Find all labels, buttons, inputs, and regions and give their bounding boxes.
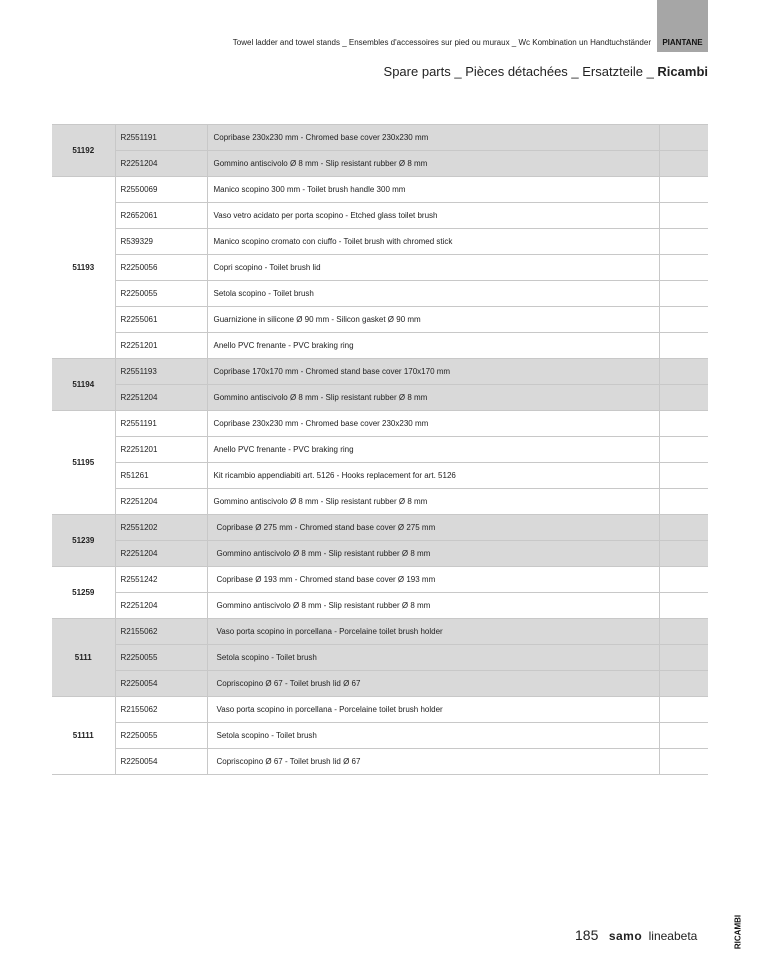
part-description: Manico scopino cromato con ciuffo - Toilet brush with chromed stick xyxy=(207,229,659,255)
part-reference: R2255061 xyxy=(115,307,207,333)
side-tag xyxy=(731,912,745,952)
table-row xyxy=(52,255,708,281)
empty-cell xyxy=(659,645,708,671)
part-description: Copriscopino Ø 67 - Toilet brush lid Ø 67 xyxy=(207,671,659,697)
article-code: 51195 xyxy=(52,411,115,515)
part-reference: R2250054 xyxy=(115,671,207,697)
part-reference: R2551191 xyxy=(115,125,207,151)
page-title-bold: Ricambi xyxy=(657,64,708,79)
table-row xyxy=(52,437,708,463)
part-description: Setola scopino - Toilet brush xyxy=(207,723,659,749)
part-description: Copri scopino - Toilet brush lid xyxy=(207,255,659,281)
empty-cell xyxy=(659,411,708,437)
table-row xyxy=(52,203,708,229)
table-row xyxy=(52,411,708,437)
empty-cell xyxy=(659,255,708,281)
part-description: Gommino antiscivolo Ø 8 mm - Slip resistant rubber Ø 8 mm xyxy=(207,541,659,567)
part-reference: R2250055 xyxy=(115,281,207,307)
table-row xyxy=(52,359,708,385)
part-description: Setola scopino - Toilet brush xyxy=(207,645,659,671)
part-reference: R2251204 xyxy=(115,489,207,515)
part-reference: R2250056 xyxy=(115,255,207,281)
table-row xyxy=(52,567,708,593)
page-title-prefix: Spare parts _ Pièces détachées _ Ersatzteile _ xyxy=(383,64,658,79)
part-reference: R2550069 xyxy=(115,177,207,203)
table-row xyxy=(52,229,708,255)
part-description: Gommino antiscivolo Ø 8 mm - Slip resistant rubber Ø 8 mm xyxy=(207,489,659,515)
page-title xyxy=(384,64,708,79)
part-description: Kit ricambio appendiabiti art. 5126 - Hooks replacement for art. 5126 xyxy=(207,463,659,489)
spare-parts-table-body xyxy=(52,125,708,775)
table-row xyxy=(52,723,708,749)
part-reference: R2250055 xyxy=(115,723,207,749)
brand-line: lineabeta xyxy=(648,929,698,943)
empty-cell xyxy=(659,151,708,177)
part-reference: R2155062 xyxy=(115,697,207,723)
empty-cell xyxy=(659,281,708,307)
table-row xyxy=(52,385,708,411)
table-row xyxy=(52,671,708,697)
article-code: 51259 xyxy=(52,567,115,619)
part-description: Copribase 170x170 mm - Chromed stand base cover 170x170 mm xyxy=(207,359,659,385)
table-row xyxy=(52,619,708,645)
part-reference: R2155062 xyxy=(115,619,207,645)
empty-cell xyxy=(659,229,708,255)
table-row xyxy=(52,645,708,671)
table-row xyxy=(52,697,708,723)
empty-cell xyxy=(659,515,708,541)
side-tag-label: RICAMBI xyxy=(733,914,743,950)
part-description: Copribase Ø 275 mm - Chromed stand base cover Ø 275 mm xyxy=(207,515,659,541)
part-description: Anello PVC frenante - PVC braking ring xyxy=(207,437,659,463)
article-code: 5111 xyxy=(52,619,115,697)
empty-cell xyxy=(659,489,708,515)
part-description: Anello PVC frenante - PVC braking ring xyxy=(207,333,659,359)
header-subtitle: Towel ladder and towel stands _ Ensembles d'accessoires sur pied ou muraux _ Wc Kombination un Handtuchständer xyxy=(232,38,651,47)
table-row xyxy=(52,593,708,619)
article-code: 51111 xyxy=(52,697,115,775)
part-reference: R2551202 xyxy=(115,515,207,541)
part-description: Copriscopino Ø 67 - Toilet brush lid Ø 67 xyxy=(207,749,659,775)
spare-parts-table xyxy=(52,124,708,775)
section-tab xyxy=(657,0,708,52)
part-reference: R2251204 xyxy=(115,151,207,177)
part-description: Gommino antiscivolo Ø 8 mm - Slip resistant rubber Ø 8 mm xyxy=(207,385,659,411)
table-row xyxy=(52,151,708,177)
part-description: Gommino antiscivolo Ø 8 mm - Slip resistant rubber Ø 8 mm xyxy=(207,151,659,177)
part-reference: R2652061 xyxy=(115,203,207,229)
empty-cell xyxy=(659,593,708,619)
empty-cell xyxy=(659,125,708,151)
part-description: Copribase 230x230 mm - Chromed base cover 230x230 mm xyxy=(207,125,659,151)
section-tab-label: PIANTANE xyxy=(662,38,703,47)
table-row xyxy=(52,541,708,567)
article-code: 51239 xyxy=(52,515,115,567)
part-description: Vaso vetro acidato per porta scopino - Etched glass toilet brush xyxy=(207,203,659,229)
empty-cell xyxy=(659,203,708,229)
table-row xyxy=(52,515,708,541)
part-description: Vaso porta scopino in porcellana - Porcelaine toilet brush holder xyxy=(207,619,659,645)
article-code: 51193 xyxy=(52,177,115,359)
table-row xyxy=(52,281,708,307)
part-reference: R2551191 xyxy=(115,411,207,437)
article-code: 51194 xyxy=(52,359,115,411)
page-number: 185 xyxy=(575,927,599,943)
empty-cell xyxy=(659,697,708,723)
part-reference: R51261 xyxy=(115,463,207,489)
part-description: Vaso porta scopino in porcellana - Porcelaine toilet brush holder xyxy=(207,697,659,723)
part-reference: R2551193 xyxy=(115,359,207,385)
empty-cell xyxy=(659,463,708,489)
empty-cell xyxy=(659,619,708,645)
part-reference: R2251201 xyxy=(115,437,207,463)
part-description: Guarnizione in silicone Ø 90 mm - Silicon gasket Ø 90 mm xyxy=(207,307,659,333)
part-description: Manico scopino 300 mm - Toilet brush handle 300 mm xyxy=(207,177,659,203)
table-row xyxy=(52,463,708,489)
empty-cell xyxy=(659,359,708,385)
part-reference: R2250054 xyxy=(115,749,207,775)
empty-cell xyxy=(659,437,708,463)
empty-cell xyxy=(659,307,708,333)
table-row xyxy=(52,307,708,333)
part-reference: R2251204 xyxy=(115,593,207,619)
empty-cell xyxy=(659,567,708,593)
part-reference: R2251204 xyxy=(115,541,207,567)
brand-logo: samo xyxy=(608,929,643,943)
part-description: Copribase Ø 193 mm - Chromed stand base cover Ø 193 mm xyxy=(207,567,659,593)
table-row xyxy=(52,749,708,775)
part-description: Setola scopino - Toilet brush xyxy=(207,281,659,307)
empty-cell xyxy=(659,749,708,775)
table-row xyxy=(52,333,708,359)
part-reference: R539329 xyxy=(115,229,207,255)
part-description: Gommino antiscivolo Ø 8 mm - Slip resistant rubber Ø 8 mm xyxy=(207,593,659,619)
empty-cell xyxy=(659,723,708,749)
footer xyxy=(575,927,697,945)
article-code: 51192 xyxy=(52,125,115,177)
empty-cell xyxy=(659,671,708,697)
empty-cell xyxy=(659,333,708,359)
table-row xyxy=(52,177,708,203)
table-row xyxy=(52,125,708,151)
empty-cell xyxy=(659,177,708,203)
part-reference: R2551242 xyxy=(115,567,207,593)
table-row xyxy=(52,489,708,515)
empty-cell xyxy=(659,385,708,411)
part-description: Copribase 230x230 mm - Chromed base cover 230x230 mm xyxy=(207,411,659,437)
part-reference: R2251204 xyxy=(115,385,207,411)
part-reference: R2251201 xyxy=(115,333,207,359)
empty-cell xyxy=(659,541,708,567)
part-reference: R2250055 xyxy=(115,645,207,671)
